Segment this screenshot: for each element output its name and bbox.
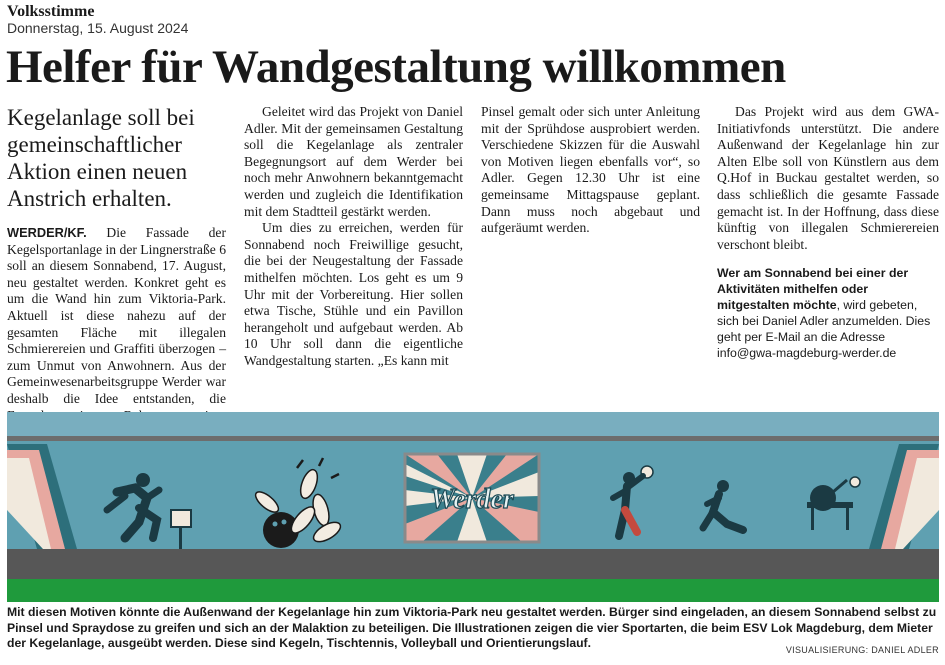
dateline-tag: WERDER/KF. <box>7 225 87 240</box>
paragraph-4: Das Projekt wird aus dem GWA-Initiativfonds unterstützt. Die andere Außenwand der Kegelanlage hin zur Alten Elbe soll von Künstlern aus dem Q.Hof in Buckau gestaltet werden, so dass schließlich die gesamte Fassade gemacht ist. In der Hoffnung, dass diese künftig von illegalen Schmierereien verschont bleibt. <box>717 104 939 252</box>
info-box <box>717 265 939 361</box>
paragraph-3-continued: Pinsel gemalt oder sich unter Anleitung mit der Sprühdose ausprobiert werden. Verschiedene Skizzen für die Auswahl von Motiven liegen ebenfalls vor“, so Adler. Gegen 12.30 Uhr ist eine gemeinsame Mittagspause geplant. Dann muss noch abgebaut und aufgeräumt werden. <box>481 104 700 236</box>
headline: Helfer für Wandgestaltung willkommen <box>6 41 786 93</box>
mural-stripe <box>7 549 939 579</box>
paragraph-2: Geleitet wird das Projekt von Daniel Adler. Mit der gemeinsamen Gestaltung soll die Kegelanlage als zentraler Begegnungsort auf dem Werder bei noch mehr Anwohnern bekanntgemacht werden und zugleich die Identifikation mit dem Stadtteil gestärkt werden. <box>244 104 463 219</box>
mural-grass <box>7 579 939 602</box>
image-caption: Mit diesen Motiven könnte die Außenwand der Kegelanlage hin zum Viktoria-Park neu gestaltet werden. Bürger sind eingeladen, an diesem Sonnabend selbst zu Pinsel und Spraydose zu greifen und sich an der Malaktion zu beteiligen. Die Illustrationen zeigen die vier Sportarten, die beim ESV Lok Magdeburg, dem Mieter der Kegelanlage, ausgeübt werden. Diese sind Kegeln, Tischtennis, Volleyball und Orientierungslauf. <box>7 605 937 650</box>
article-column-1 <box>7 104 226 457</box>
werder-panel <box>405 454 539 542</box>
paragraph-1-text: Die Fassade der Kegelsportanlage in der Lingnerstraße 6 soll an diesem Sonnabend, 17. August, neu gestaltet werden. Konkret geht es um die Wand hin zum Viktoria-Park. Aktuell ist diese nahezu auf der gesamten Fläche mit illegalen Schmierereien und Graffiti überzogen – zum Unmut von Anwohnern. Aus der Gemeinwesenarbeitsgruppe Werder war deshalb die Idee entstanden, die <box>7 225 226 406</box>
masthead <box>7 3 188 36</box>
info-text: , wird gebeten, sich bei Daniel Adler anzumelden. Dies geht per E-Mail an die Adresse info@gwa-magdeburg-werder.de <box>717 298 931 361</box>
mural-roof-edge <box>7 436 939 441</box>
paragraph-3: Um dies zu erreichen, werden für Sonnabend noch Freiwillige gesucht, die bei der Neugestaltung der Fassade mithelfen möchten. Los geht es um 9 Uhr mit der Vorbereitung. Hier sollen etwa Tische, Stühle und ein Pavillon herangeholt und aufgebaut werden. Ab 10 Uhr soll dann die eigentliche Wandgestaltung starten. „Es kann mit <box>244 220 463 368</box>
mural-sky <box>7 412 939 436</box>
newspaper-name: Volksstimme <box>7 3 95 20</box>
mural-werder-text: Werder <box>430 484 514 515</box>
article-column-3 <box>481 104 700 237</box>
publication-date: Donnerstag, 15. August 2024 <box>7 20 189 36</box>
info-bold: Wer am Sonnabend bei einer der Aktivitäten mithelfen oder mitgestalten möchte <box>717 266 909 313</box>
article-column-2 <box>244 104 463 370</box>
image-credit: VISUALISIERUNG: DANIEL ADLER <box>785 645 939 655</box>
subheadline: Kegelanlage soll bei gemeinschaftlicher Aktion einen neuen Anstrich erhalten. <box>7 105 195 211</box>
article-column-4 <box>717 104 939 361</box>
mural-visualization <box>7 412 939 602</box>
